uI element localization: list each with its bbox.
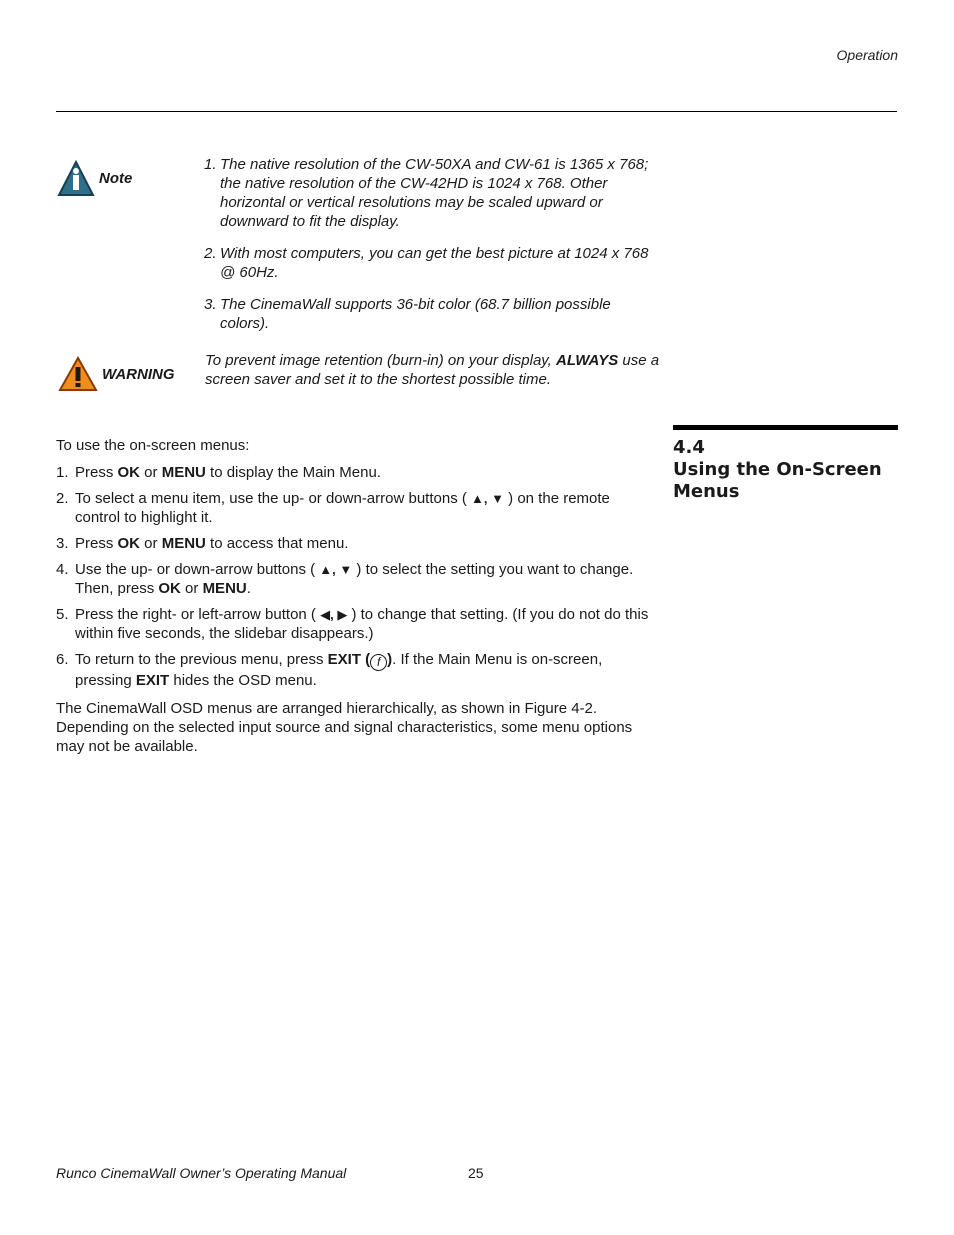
step-text: or xyxy=(140,464,162,481)
step-text: Press the right- or left-arrow button ( xyxy=(75,606,321,623)
step-item xyxy=(56,605,656,643)
step-text: . xyxy=(246,580,251,597)
step-number: 6. xyxy=(56,651,69,668)
warning-text-b: use a screen saver and set it to the shortest possible time. xyxy=(205,352,660,388)
step-number: 1. xyxy=(56,464,69,481)
step-text: to display the Main Menu. xyxy=(205,464,381,481)
note-icon xyxy=(57,160,95,198)
body-paragraph: The CinemaWall OSD menus are arranged hierarchically, as shown in Figure 4-2. Depending on the selected input source and signal characteristics, some menu options may not be available. xyxy=(56,700,633,755)
key-label: OK xyxy=(117,535,141,552)
note-item xyxy=(204,244,664,282)
step-item xyxy=(56,560,656,598)
section-title: Using the On-Screen Menus xyxy=(673,459,882,502)
note-item-number: 3. xyxy=(204,296,217,313)
note-item-text: With most computers, you can get the best picture at 1024 x 768 @ 60Hz. xyxy=(220,245,649,281)
note-item-number: 2. xyxy=(204,245,217,262)
steps-list xyxy=(56,463,656,697)
key-label: MENU xyxy=(161,464,206,481)
left-right-arrows-icon: ◀, ▶ xyxy=(320,607,348,622)
note-item-text: The native resolution of the CW-50XA and CW-61 is 1365 x 768; the native resolution of the CW-42HD is 1024 x 768. Other horizontal or vertical resolutions may be scaled upward or downward to fit the display. xyxy=(220,156,649,230)
step-item xyxy=(56,534,656,553)
footer-manual-title: Runco CinemaWall Owner’s Operating Manual xyxy=(56,1165,347,1181)
key-label: MENU xyxy=(161,535,206,552)
intro-text: To use the on-screen menus: xyxy=(56,437,250,454)
note-item-text: The CinemaWall supports 36-bit color (68.7 billion possible colors). xyxy=(220,296,611,332)
key-label: EXIT xyxy=(135,672,170,689)
step-text: . If the Main Menu is on-screen, pressing xyxy=(75,651,603,689)
step-text: ) to change that setting. (If you do not do this within five seconds, the slidebar disappears.) xyxy=(75,606,649,642)
warning-emphasis: ALWAYS xyxy=(556,352,619,369)
section-heading xyxy=(673,437,898,503)
key-label: OK xyxy=(158,580,181,597)
step-item xyxy=(56,650,656,690)
key-label: OK xyxy=(117,464,141,481)
step-text: Press xyxy=(75,535,118,552)
note-item xyxy=(204,295,664,333)
warning-text-a: To prevent image retention (burn-in) on your display, xyxy=(205,352,557,369)
step-text: ) to select the setting you want to change. Then, press xyxy=(75,561,634,597)
up-down-arrows-icon: ▲, ▼ xyxy=(471,491,504,506)
key-label: ) xyxy=(387,651,393,668)
section-number: 4.4 xyxy=(673,437,705,458)
step-text: to access that menu. xyxy=(205,535,349,552)
step-item xyxy=(56,489,656,527)
step-number: 3. xyxy=(56,535,69,552)
step-text: Use the up- or down-arrow buttons ( xyxy=(75,561,320,578)
section-rule xyxy=(673,425,898,430)
header-rule xyxy=(56,111,897,112)
warning-icon xyxy=(58,356,98,392)
step-text: To select a menu item, use the up- or down-arrow buttons ( xyxy=(75,490,472,507)
page-number: 25 xyxy=(468,1165,484,1181)
note-item-number: 1. xyxy=(204,156,217,173)
running-header: Operation xyxy=(836,47,898,63)
step-number: 2. xyxy=(56,490,69,507)
up-down-arrows-icon: ▲, ▼ xyxy=(319,562,353,577)
step-text: or xyxy=(180,580,203,597)
key-label: EXIT ( xyxy=(327,651,371,668)
step-number: 4. xyxy=(56,561,69,578)
key-label: MENU xyxy=(202,580,247,597)
step-number: 5. xyxy=(56,606,69,623)
note-label: Note xyxy=(99,170,133,187)
step-item xyxy=(56,463,656,482)
step-text: Press xyxy=(75,464,118,481)
step-text: ) on the remote control to highlight it. xyxy=(75,490,610,526)
note-list xyxy=(204,155,664,346)
note-item xyxy=(204,155,664,231)
step-text: To return to the previous menu, press xyxy=(75,651,328,668)
warning-text xyxy=(205,351,660,389)
function-key-icon: f xyxy=(370,654,387,671)
step-text: or xyxy=(140,535,162,552)
step-text: hides the OSD menu. xyxy=(169,672,317,689)
warning-label: WARNING xyxy=(102,366,175,383)
